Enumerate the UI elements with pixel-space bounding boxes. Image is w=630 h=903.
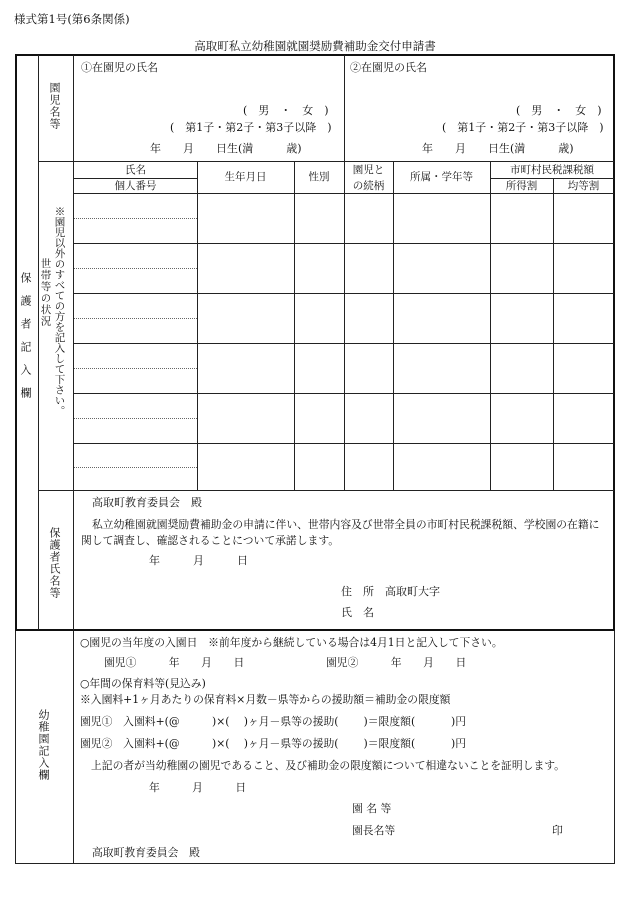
fee-calc-child1: 園児① 入園料+(@ )×( )ヶ月－県等の援助( )＝限度額( )円 [80, 715, 466, 728]
signature-date: 年 月 日 [149, 554, 248, 567]
household-side-label: 世帯等の状況 [39, 258, 52, 327]
seal-mark: 印 [552, 824, 563, 837]
child1-name-label: ①在園児の氏名 [81, 61, 158, 74]
fee-formula: ※入園料+1ヶ月あたりの保育料×月数－県等からの援助額＝補助金の限度額 [80, 693, 451, 706]
col-per-capita-header: 均等割 [567, 180, 600, 192]
col-gender-header: 性別 [308, 171, 330, 183]
col-relation-header-1: 園児と [352, 164, 385, 176]
col-birth-date-header: 生年月日 [224, 171, 267, 183]
col-my-number-header: 個人番号 [114, 180, 157, 192]
enrollment-title: ○園児の当年度の入園日 ※前年度から継続している場合は4月1日と記入して下さい。 [80, 636, 503, 649]
enrollment-date-child1: 園児① 年 月 日 [104, 656, 245, 669]
signature-addressee: 高取町教育委員会 殿 [92, 496, 202, 509]
form-number: 様式第1号(第6条関係) [14, 12, 130, 26]
child2-gender: ( 男 ・ 女 ) [516, 104, 602, 117]
child2-name-label: ②在園児の氏名 [350, 61, 427, 74]
child-name-label: 園児名等 [48, 82, 61, 130]
child1-gender: ( 男 ・ 女 ) [243, 104, 329, 117]
child2-birth: 年 月 日生(満 歳) [422, 142, 574, 155]
consent-text: 私立幼稚園就園奨励費補助金の申請に伴い、世帯内容及び世帯全員の市町村民税課税額、学校園の在籍に関して調査し、確認されることについて承諾します。 [81, 518, 600, 547]
household-note: ※園児以外のすべての方を記入して下さい。 [53, 206, 66, 416]
col-name-header: 氏名 [125, 164, 146, 176]
guardian-section-label: 保護者記入欄 [19, 272, 32, 410]
certification-text: 上記の者が当幼稚園の園児であること、及び補助金の限度額について相違ないことを証明します。 [91, 759, 565, 772]
col-tax-header: 市町村民税課税額 [510, 164, 594, 176]
col-affiliation-header: 所属・学年等 [410, 171, 473, 183]
guardian-address-label: 住 所 高取町大字 [341, 585, 440, 598]
child1-order: ( 第1子・第2子・第3子以降 ) [170, 121, 332, 134]
fee-calc-child2: 園児② 入園料+(@ )×( )ヶ月－県等の援助( )＝限度額( )円 [80, 737, 466, 750]
signature-side-label: 保護者氏名等 [48, 527, 61, 599]
certification-date: 年 月 日 [149, 781, 247, 794]
col-relation-header-2: の続柄 [352, 180, 385, 192]
form-title: 高取町私立幼稚園就園奨励費補助金交付申請書 [194, 39, 436, 53]
col-income-tax-header: 所得割 [505, 180, 538, 192]
child2-order: ( 第1子・第2子・第3子以降 ) [442, 121, 604, 134]
school-name-label: 園 名 等 [352, 802, 392, 815]
child1-birth: 年 月 日生(満 歳) [150, 142, 302, 155]
enrollment-date-child2: 園児② 年 月 日 [326, 656, 467, 669]
principal-name-label: 園長名等 [352, 824, 396, 837]
fee-title: ○年間の保育料等(見込み) [80, 677, 206, 690]
kindergarten-side-label: 幼稚園記入欄 [37, 709, 50, 781]
kindergarten-addressee: 高取町教育委員会 殿 [92, 846, 200, 859]
guardian-name-label: 氏 名 [341, 606, 374, 619]
